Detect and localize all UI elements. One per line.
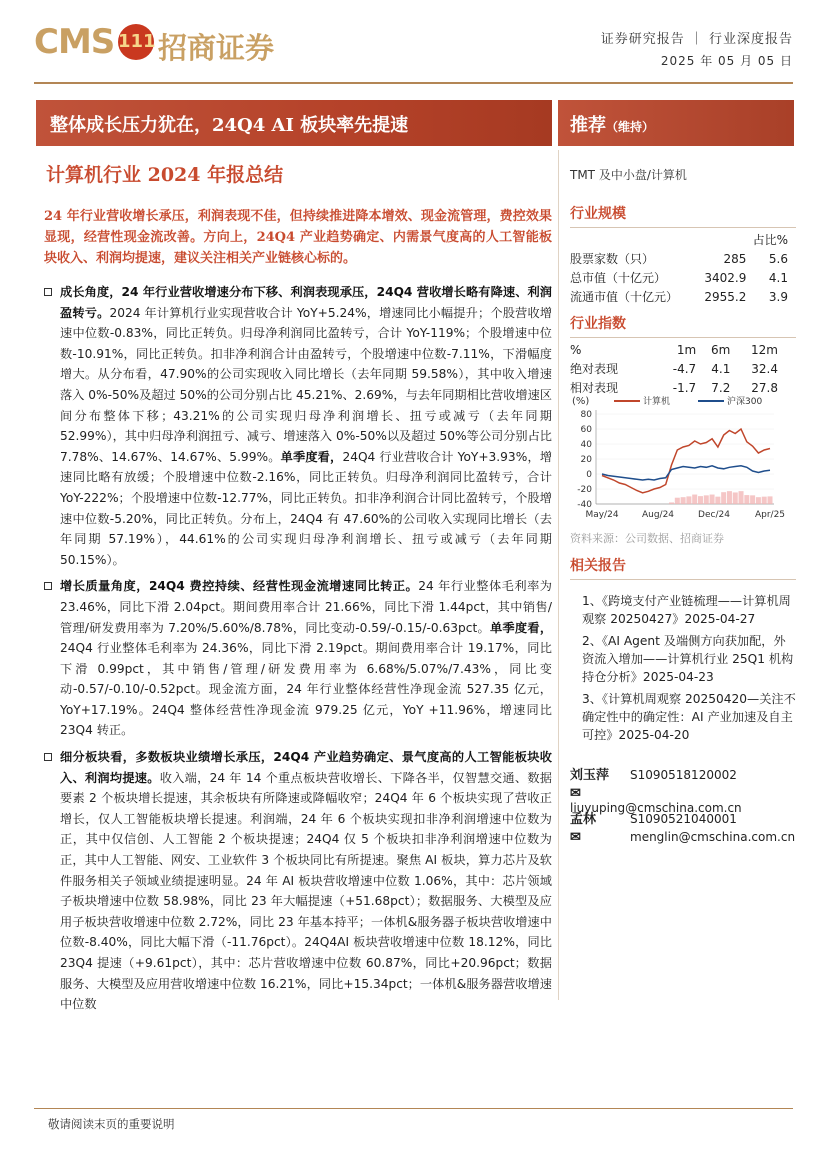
report-title: 整体成长压力犹在，24Q4 AI 板块率先提速 [50,115,409,136]
related-reports-section [570,554,796,748]
industry-index-header [570,312,796,338]
bullet-text-quarter: 24Q4 行业整体毛利率为 24.36%，同比下滑 2.19pct。期间费用率合计 19.17%，同比下滑 0.99pct，其中销售/管理/研发费用率为 6.68%/5.07%/7.43%，同比变动-0.57/-0.10/-0.52pct。现金流方面，24 年行业整体经营性净现金流 527.35 亿元，YoY+17.19%。24Q4 整体经营性净现金流 979.25 亿元，YoY +11.96%，增速同比 23Q4 转正。 [60,641,552,738]
industry-index-section [570,312,796,397]
related-reports-header [570,554,796,580]
bullet-text: 收入端，24 年 14 个重点板块营收增长、下降各半，仅智慧交通、数据要素 2 个板块增长提速，其余板块有所降速或降幅收窄；24Q4 年 6 个板块实现了营收正增长，仅人工智能板块增长提速。利润端，24 年 6 个板块实现扣非净利润增速中位数为正，其中仅信创、人工智能 2 个板块提速；24Q4 仅 5 个板块扣非净利润增速中位数为正，其中人工智能、网安、工业软件 3 个板块同比有所提速。聚焦 AI 板块，算力芯片及软件服务相关子领域业绩提速明显。24 年 AI 板块营收增速中位数 1.06%，其中：芯片领域子板块增速中位数 58.98%，同比 23 年大幅提速（+51.68pct）；数据服务、大模型及应用子板块营收增速中位数 2.72%，同比 23 年基本持平；一体机&服务器子板块营收增速中位数-8.40%，同比大幅下滑（-11.76pct）。24Q4AI 板块营收增速中位数 18.12%，同比 23Q4 提速（+9.61pct），其中：芯片营收增速中位数 60.87%，同比+20.96pct；数据服务、大模型及应用营收增速中位数 16.21%，同比+15.34pct；一体机&服务器营收增速中位数 [60,770,552,1012]
report-subtitle: 计算机行业 2024 年报总结 [46,164,284,186]
industry-scale-table [570,230,788,306]
y-tick-label: -40 [577,500,592,510]
bullet-text: 24 年行业整体毛利率为 23.46%，同比下滑 2.04pct。期间费用率合计 21.66%，同比下滑 1.44pct，其中销售/管理/研发费用率为 7.20%/5.60%/8.78%，同比变动-0.59/-0.15/-0.63pct。 [60,579,552,635]
related-reports-title: 相关报告 [570,558,626,574]
relative-bar [698,496,703,504]
x-tick-label: Dec/24 [698,510,730,520]
bullet-quality [44,576,552,741]
email-icon: ✉ [570,786,581,801]
author-row [570,808,796,830]
row-pct: 3.9 [768,289,788,304]
table-row [570,249,788,268]
bullet-checkbox-icon [44,288,52,296]
col-header: 6m [711,342,731,357]
legend-label-benchmark: 沪深300 [727,397,763,407]
bullet-checkbox-icon [44,582,52,590]
bullet-lead-quarter: 单季度看， [280,449,343,464]
col-header: % [570,342,582,357]
row-pct: 5.6 [768,251,788,266]
series-line-sector [602,429,770,493]
row-value: 7.2 [711,380,731,395]
related-report-item[interactable]: 2、《AI Agent 及端侧方向获加配，外资流入增加——计算机行业 25Q1 机构持仓分析》2025-04-23 [582,634,794,684]
relative-bar [681,497,686,504]
y-tick-label: 0 [586,470,592,480]
author-row [570,764,796,786]
pct-header: 占比% [752,233,788,247]
summary-paragraph: 24 年行业营收增长承压，利润表现不佳，但持续推进降本增效、现金流管理，费控效果显现，经营性现金流改善。方向上，24Q4 产业趋势确定、内需景气度高的人工智能板块收入、利润均提速，建议关注相关产业链核心标的。 [44,209,552,266]
rating-label [570,111,654,137]
x-tick-label: Apr/25 [754,510,786,520]
row-label: 流通市值（十亿元） [570,290,679,304]
relative-bar [744,495,749,504]
row-value: -4.7 [672,361,697,376]
relative-bar [756,497,761,504]
col-header: 1m [676,342,697,357]
x-tick-label: Aug/24 [641,510,675,520]
y-axis-label: (%) [572,396,590,407]
industry-scale-title: 行业规模 [570,206,626,222]
company-logo [34,18,284,68]
relative-bar [710,495,715,504]
title-band [36,100,552,146]
bullet-growth [44,282,552,570]
row-value: 2955.2 [704,289,747,304]
row-label: 绝对表现 [570,362,619,376]
relative-bar [762,497,767,504]
table-header-row [570,340,778,359]
legend-label-sector: 计算机 [643,397,671,407]
header-divider [34,82,793,84]
relative-bar [721,492,726,504]
rating-sub: （维持） [606,120,655,134]
industry-index-title: 行业指数 [570,316,626,332]
related-report-item[interactable]: 1、《跨境支付产业链梳理——计算机周观察 20250427》2025-04-27 [582,594,791,626]
y-tick-label: 60 [580,425,592,435]
bullet-text-quarter: 24Q4 行业营收合计 YoY+3.93%，增速同比略有放缓；个股增速中位数-2.16%，同比正转负。归母净利润同比盈转亏，合计 YoY-222%；个股增速中位数-12.77%，同比正转负。扣非净利润合计同比盈转亏，个股增速中位数-5.20%，同比正转负。分布上，24Q4 有 47.60%的公司收入实现同比增长（去年同期 57.19%），44.61%的公司实现归母净利润增长、扭亏或减亏（去年同期 50.15%）。 [60,449,553,567]
relative-bar [675,498,680,504]
y-tick-label: -20 [577,485,592,495]
row-label: 股票家数（只） [570,252,655,266]
y-tick-label: 80 [580,410,592,420]
sector-label: TMT 及中小盘/计算机 [570,168,687,182]
email-icon: ✉ [570,830,581,845]
bullet-lead: 增长质量角度，24Q4 费控持续、经营性现金流增速同比转正。 [60,579,419,594]
report-type: 证券研究报告 ｜ 行业深度报告 [600,32,793,47]
row-value: 285 [723,251,747,266]
row-label: 相对表现 [570,381,619,395]
row-value: -1.7 [672,380,697,395]
y-tick-label: 40 [580,440,592,450]
author-cert: S1090518120002 [630,768,737,782]
relative-bar [739,491,744,504]
industry-scale-section [570,202,796,306]
row-pct: 4.1 [768,270,788,285]
report-date: 2025 年 05 月 05 日 [660,54,793,68]
col-header: 12m [751,342,778,357]
related-report-item[interactable]: 3、《计算机周观察 20250420—关注不确定性中的确定性：AI 产业加速及自主可控》2025-04-20 [582,692,796,742]
bullet-lead: 成长角度，24 年行业营收增速分布下移、利润表现承压，24Q4 营收增长略有降速、利润盈转亏。 [60,285,552,320]
footer-divider [34,1108,793,1109]
relative-bar [692,495,697,504]
row-value: 4.1 [711,361,731,376]
author-cert: S1090521040001 [630,812,737,826]
body-bullets [44,282,552,1021]
rating-band [558,100,794,146]
industry-scale-header [570,202,796,228]
author-email[interactable]: menglin@cmschina.com.cn [630,830,796,844]
table-row [570,287,788,306]
bullet-segments [44,747,552,1015]
series-line-benchmark [602,466,770,480]
y-tick-label: 20 [580,455,592,465]
author-row [570,830,796,852]
chart-source: 资料来源：公司数据、招商证券 [570,532,724,545]
x-tick-label: May/24 [585,510,619,520]
author-name: 刘玉萍 [570,768,610,783]
index-performance-chart [566,392,798,532]
relative-bar [669,502,674,504]
bullet-lead-quarter: 单季度看， [489,620,553,635]
industry-index-table [570,340,778,397]
author-email[interactable]: liuyuping@cmschina.com.cn [570,801,742,815]
bullet-checkbox-icon [44,753,52,761]
row-value: 32.4 [751,361,778,376]
table-row [570,359,778,378]
bullet-text: 2024 年计算机行业实现营收合计 YoY+5.24%，增速同比小幅提升；个股营收增速中位数-0.83%，同比正转负。归母净利润同比盈转亏，合计 YoY-119%；个股增速中位数-10.91%，同比正转负。扣非净利润合计由盈转亏，个股增速中位数-7.11%，下滑幅度增大。从分布看，47.90%的公司实现收入同比增长（去年同期 59.58%），其中收入增速落入 0%-50%及超过 50%的公司分别占比 45.21%、2.69%，与去年同期相比营收增速区间分布整体下移；43.21%的公司实现归母净利润增长、扭亏或减亏（去年同期 52.99%），其中归母净利润扭亏、减亏、增速落入 0%-50%以及超过 50%等公司分别占比 7.78%、14.67%、14.67%、5.99%。 [60,305,553,464]
relative-bar [733,492,738,504]
authors-section [570,764,796,852]
author-row [570,786,796,815]
column-divider [558,150,559,1000]
relative-bar [768,496,773,504]
relative-bar [727,491,732,504]
related-reports-list [570,592,796,744]
logo-latin: CMS [34,22,115,62]
relative-bar [686,496,691,504]
logo-chinese-name: 招商证券 [158,31,275,65]
relative-bar [715,497,720,504]
relative-bar [704,495,709,504]
row-label: 总市值（十亿元） [570,271,667,285]
logo-mark-icon: 111 [118,24,154,60]
table-row [570,268,788,287]
relative-bar [750,495,755,504]
footer-note: 敬请阅读末页的重要说明 [48,1117,175,1131]
row-value: 27.8 [751,380,778,395]
bullet-lead: 细分板块看，多数板块业绩增长承压，24Q4 产业趋势确定、景气度高的人工智能板块收入、利润均提速。 [60,750,552,785]
row-value: 3402.9 [704,270,747,285]
rating-value: 推荐 [570,115,606,136]
author-name: 孟林 [570,812,597,827]
